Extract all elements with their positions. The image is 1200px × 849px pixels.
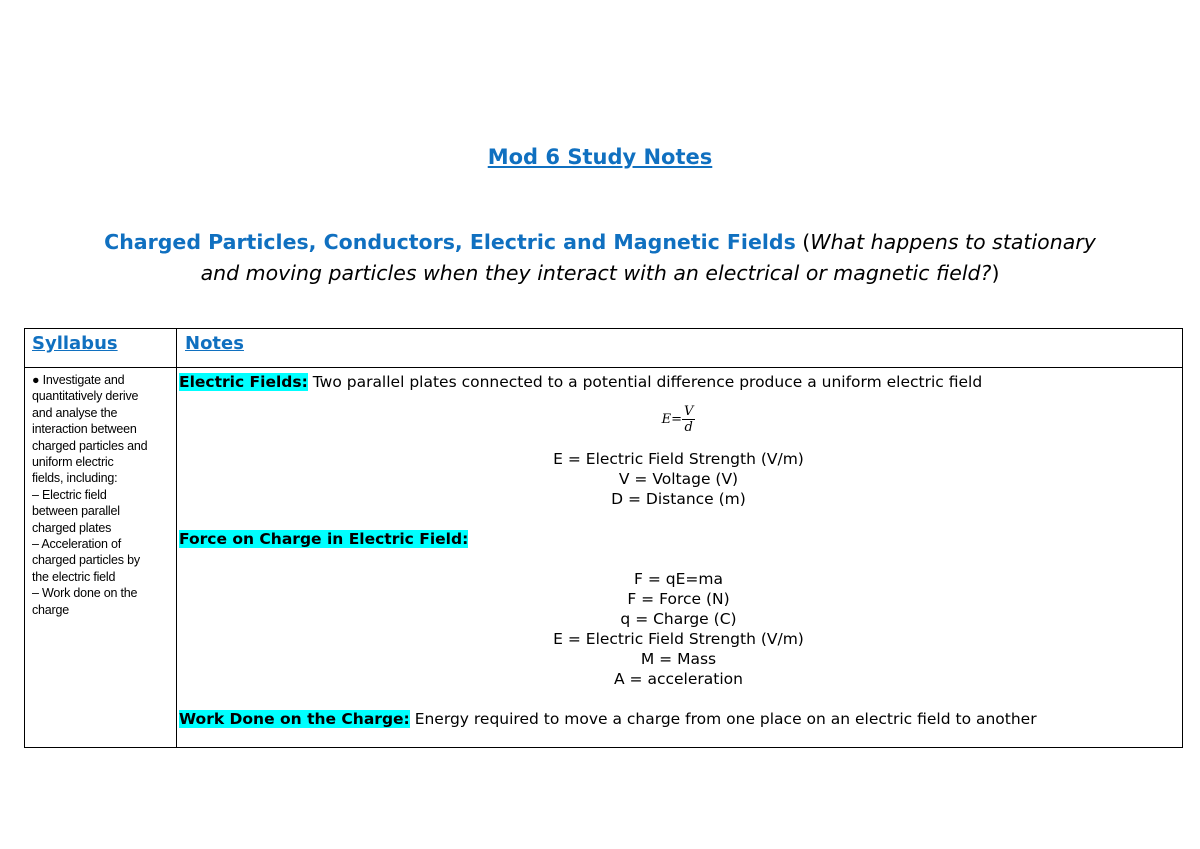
force-definition: M = Mass <box>640 650 717 668</box>
force-definition: A = acceleration <box>614 670 743 688</box>
force-definition: F = qE=ma <box>634 570 723 588</box>
notes-header: Notes <box>177 329 1183 368</box>
syllabus-line: quantitatively derive <box>32 389 139 404</box>
syllabus-line: uniform electric <box>32 455 114 470</box>
electric-field-formula <box>179 404 1178 435</box>
force-definition: q = Charge (C) <box>620 610 737 628</box>
electric-field-definition: D = Distance (m) <box>611 490 746 508</box>
formula-lhs: E= <box>661 412 682 427</box>
syllabus-line: charged particles by <box>32 553 140 568</box>
syllabus-line: charged plates <box>32 520 112 535</box>
syllabus-line: charge <box>32 602 70 617</box>
table-header-row <box>25 329 1183 368</box>
section-heading-title: Charged Particles, Conductors, Electric and Magnetic Fields <box>104 230 796 254</box>
formula-denominator: d <box>684 420 693 435</box>
electric-fields-text: Two parallel plates connected to a potential difference produce a uniform electric field <box>307 373 983 391</box>
electric-fields-paragraph <box>179 372 1178 392</box>
force-on-charge-label: Force on Charge in Electric Field: <box>179 530 469 548</box>
syllabus-header: Syllabus <box>25 329 177 368</box>
syllabus-line: charged particles and <box>32 438 148 453</box>
electric-field-definition: E = Electric Field Strength (V/m) <box>553 450 804 468</box>
section-heading <box>100 227 1100 289</box>
formula-numerator: V <box>684 404 694 419</box>
force-definition: E = Electric Field Strength (V/m) <box>553 630 804 648</box>
syllabus-line: – Work done on the <box>32 586 138 601</box>
heading-open-paren: ( <box>795 230 811 254</box>
work-done-text: Energy required to move a charge from one place on an electric field to another <box>409 710 1037 728</box>
syllabus-line: – Acceleration of <box>32 537 122 552</box>
heading-close-paren: ) <box>991 261 1000 285</box>
syllabus-line: between parallel <box>32 504 120 519</box>
force-on-charge-paragraph <box>179 529 1178 549</box>
electric-fields-label: Electric Fields: <box>179 373 308 391</box>
notes-table <box>24 328 1183 748</box>
electric-field-definition: V = Voltage (V) <box>618 470 739 488</box>
page-title: Mod 6 Study Notes <box>487 145 713 169</box>
syllabus-line: and analyse the <box>32 405 118 420</box>
formula-fraction <box>682 404 695 435</box>
syllabus-cell <box>25 368 177 748</box>
work-done-label: Work Done on the Charge: <box>179 710 410 728</box>
syllabus-line: interaction between <box>32 422 137 437</box>
section-heading-question: What happens to stationary and moving particles when they interact with an electrical or magnetic field? <box>200 230 1096 285</box>
syllabus-line: ● Investigate and <box>32 373 125 387</box>
syllabus-line: – Electric field <box>32 487 107 502</box>
notes-cell <box>177 368 1183 748</box>
table-row <box>25 368 1183 748</box>
syllabus-line: fields, including: <box>32 471 118 486</box>
syllabus-line: the electric field <box>32 569 116 584</box>
work-done-paragraph <box>179 709 1178 729</box>
force-definition: F = Force (N) <box>627 590 730 608</box>
